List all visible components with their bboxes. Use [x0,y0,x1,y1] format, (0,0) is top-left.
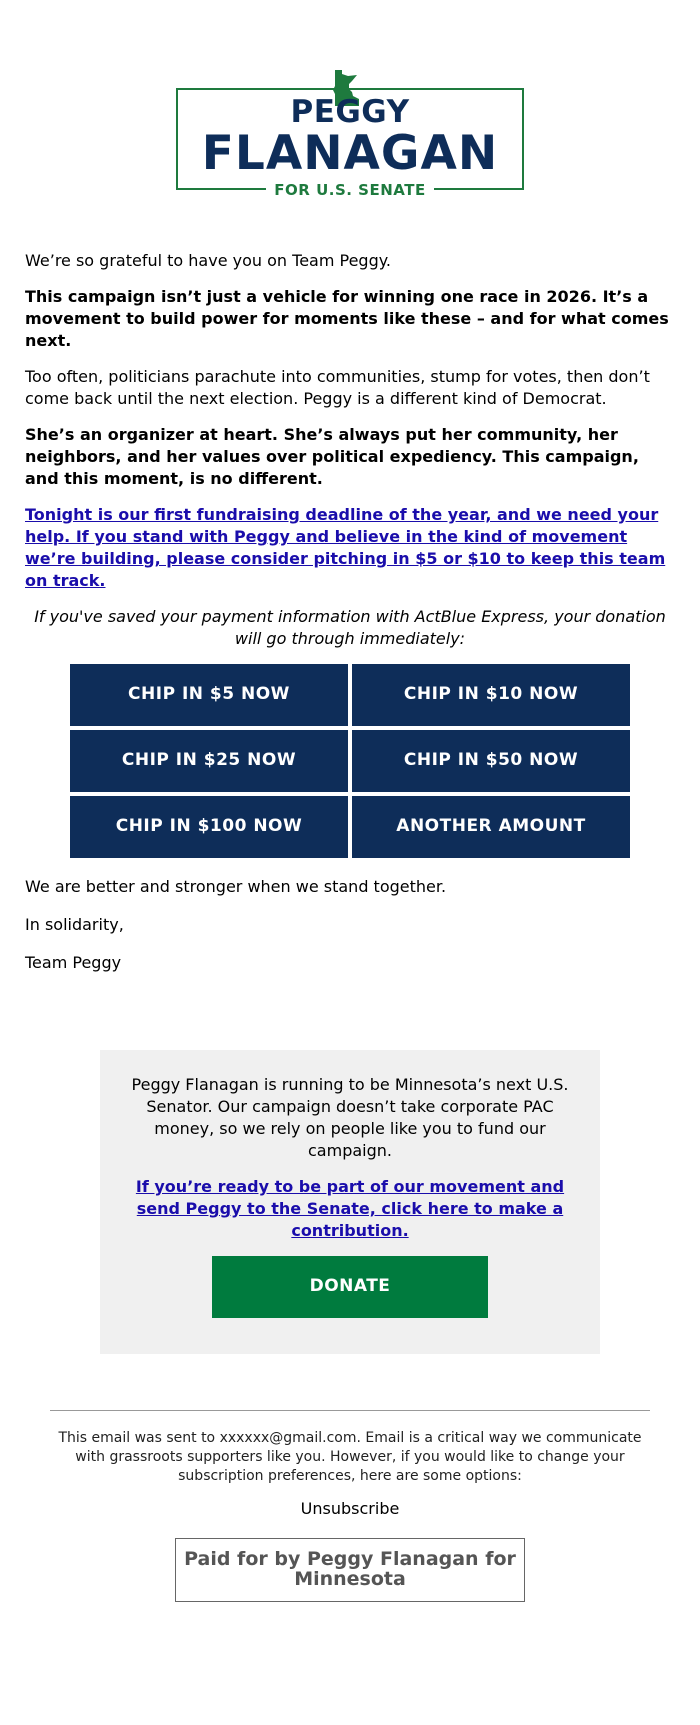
closing-line: We are better and stronger when we stand together. [25,877,447,896]
chip-in-10-button[interactable]: CHIP IN $10 NOW [352,664,630,726]
fundraising-deadline-link[interactable]: Tonight is our first fundraising deadline of the year, and we need your help. If you stand with Peggy and believe in the kind of movement we’re building, please consider pitching in $5 or $10 to keep this team on track. [25,505,666,590]
campaign-logo [0,0,700,230]
unsubscribe-link[interactable]: Unsubscribe [300,1499,400,1518]
another-amount-button[interactable]: ANOTHER AMOUNT [352,796,630,858]
sign-off: In solidarity, [25,915,124,934]
email-body [0,230,700,974]
paid-for-disclaimer: Paid for by Peggy Flanagan for Minnesota [175,1538,525,1602]
organizer-paragraph: She’s an organizer at heart. She’s always put her community, her neighbors, and her values over political expediency. This campaign, and this moment, is no different. [25,425,639,488]
footer-text: This email was sent to xxxxxx@gmail.com. Email is a critical way we communicate with grassroots supporters like you. However, if you would like to change your subscription preferences, here are some options: [58,1430,642,1484]
chip-in-50-button[interactable]: CHIP IN $50 NOW [352,730,630,792]
closing-section [25,876,675,974]
donate-button[interactable]: DONATE [212,1256,488,1318]
logo-last-name: FLANAGAN [201,126,499,181]
donation-button-grid [70,664,630,858]
contribution-link[interactable]: If you’re ready to be part of our movement and send Peggy to the Senate, click here to make a contribution. [135,1177,565,1240]
chip-in-5-button[interactable]: CHIP IN $5 NOW [70,664,348,726]
chip-in-100-button[interactable]: CHIP IN $100 NOW [70,796,348,858]
greeting-paragraph: We’re so grateful to have you on Team Peggy. [25,251,392,270]
politicians-paragraph: Too often, politicians parachute into communities, stump for votes, then don’t come back until the next election. Peggy is a different kind of Democrat. [25,367,650,408]
actblue-express-note: If you've saved your payment information with ActBlue Express, your donation will go through immediately: [34,607,666,648]
logo-subtitle [0,179,700,201]
campaign-info-box [100,1050,600,1354]
logo-first-name: PEGGY [290,94,410,130]
chip-in-25-button[interactable]: CHIP IN $25 NOW [70,730,348,792]
campaign-info-text: Peggy Flanagan is running to be Minnesota’s next U.S. Senator. Our campaign doesn’t take corporate PAC money, so we rely on people like you to fund our campaign. [131,1075,569,1160]
movement-paragraph: This campaign isn’t just a vehicle for winning one race in 2026. It’s a movement to build power for moments like these – and for what comes next. [25,287,669,350]
signature: Team Peggy [25,953,122,972]
email-footer [50,1410,650,1602]
logo-subtitle-text: FOR U.S. SENATE [266,181,433,199]
